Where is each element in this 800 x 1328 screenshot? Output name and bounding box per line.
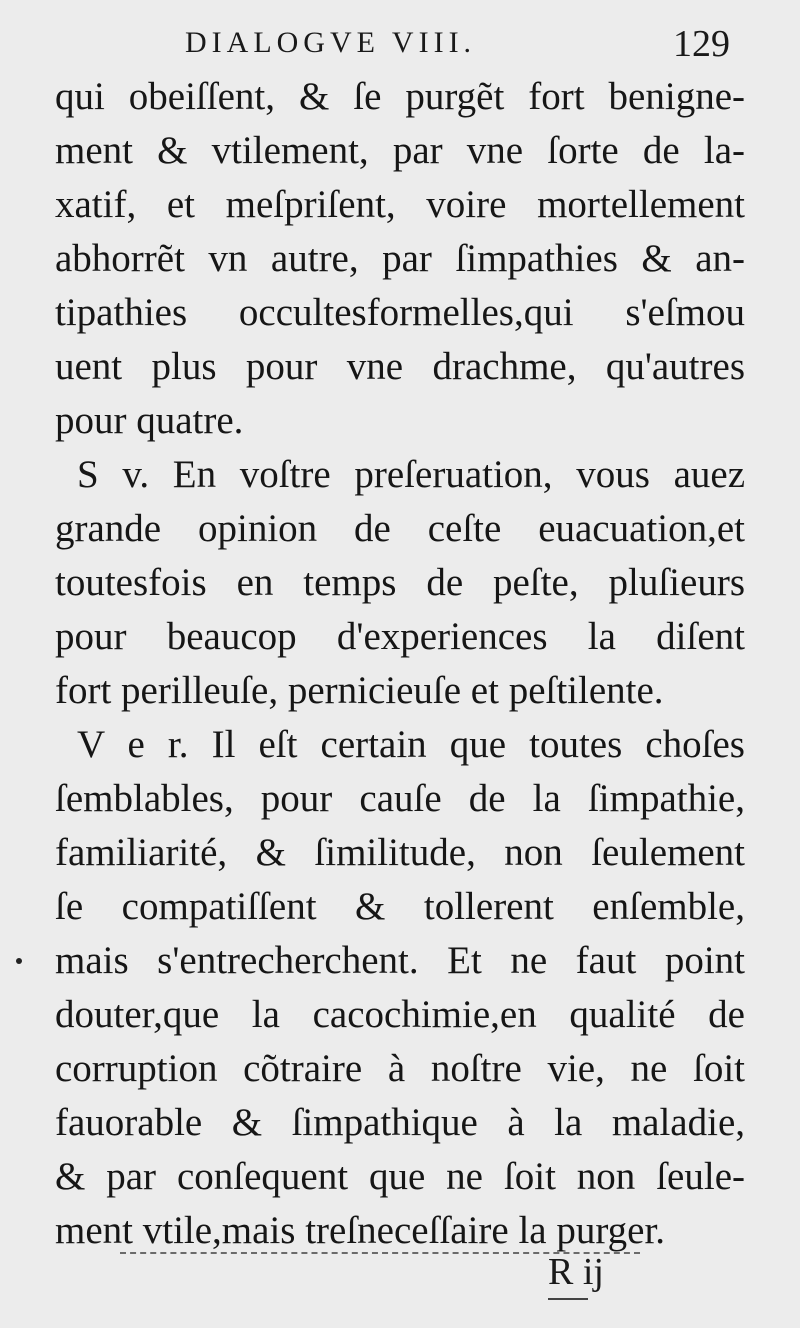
text-line: corruption cõtraire à noſtre vie, ne ſoit — [55, 1047, 745, 1090]
text-line: douter,que la cacochimie,en qualité de — [55, 993, 745, 1036]
speaker-line: V e r. Il eſt certain que toutes choſes — [77, 723, 745, 766]
text-line: familiarité, & ſimilitude, non ſeulement — [55, 831, 745, 874]
text-line: ment vtile,mais treſneceſſaire la purger. — [55, 1209, 666, 1252]
text-line: abhorrẽt vn autre, par ſimpathies & an- — [55, 237, 745, 280]
margin-dot — [16, 958, 22, 964]
text-line: xatif, et meſpriſent, voire mortellement — [55, 183, 745, 226]
signature-underline — [548, 1298, 588, 1300]
text-line: & par conſequent que ne ſoit non ſeule- — [55, 1155, 745, 1198]
body-text — [55, 70, 745, 1258]
text-line: uent plus pour vne drachme, qu'autres — [55, 345, 745, 388]
text-line: pour beaucop d'experiences la diſent — [55, 615, 745, 658]
page-header — [0, 22, 800, 72]
text-line: tipathies occultesformelles,qui s'eſmou — [55, 291, 745, 334]
text-line: mais s'entrecherchent. Et ne faut point — [55, 939, 745, 982]
page-number: 129 — [673, 23, 730, 65]
text-line: toutesfois en temps de peſte, pluſieurs — [55, 561, 745, 604]
text-line: qui obeiſſent, & ſe purgẽt fort benigne- — [55, 75, 745, 118]
text-line: fauorable & ſimpathique à la maladie, — [55, 1101, 745, 1144]
text-line: pour quatre. — [55, 399, 244, 442]
speaker-line: S v. En voſtre preſeruation, vous auez — [77, 453, 745, 496]
signature-mark: R ij — [548, 1251, 604, 1293]
text-line: fort perilleuſe, pernicieuſe et peſtilente. — [55, 669, 664, 712]
running-title: DIALOGVE VIII. — [185, 26, 477, 59]
text-line: ſemblables, pour cauſe de la ſimpathie, — [55, 777, 745, 820]
text-line: grande opinion de ceſte euacuation,et — [55, 507, 745, 550]
text-line: ſe compatiſſent & tollerent enſemble, — [55, 885, 745, 928]
text-line: ment & vtilement, par vne ſorte de la- — [55, 129, 745, 172]
